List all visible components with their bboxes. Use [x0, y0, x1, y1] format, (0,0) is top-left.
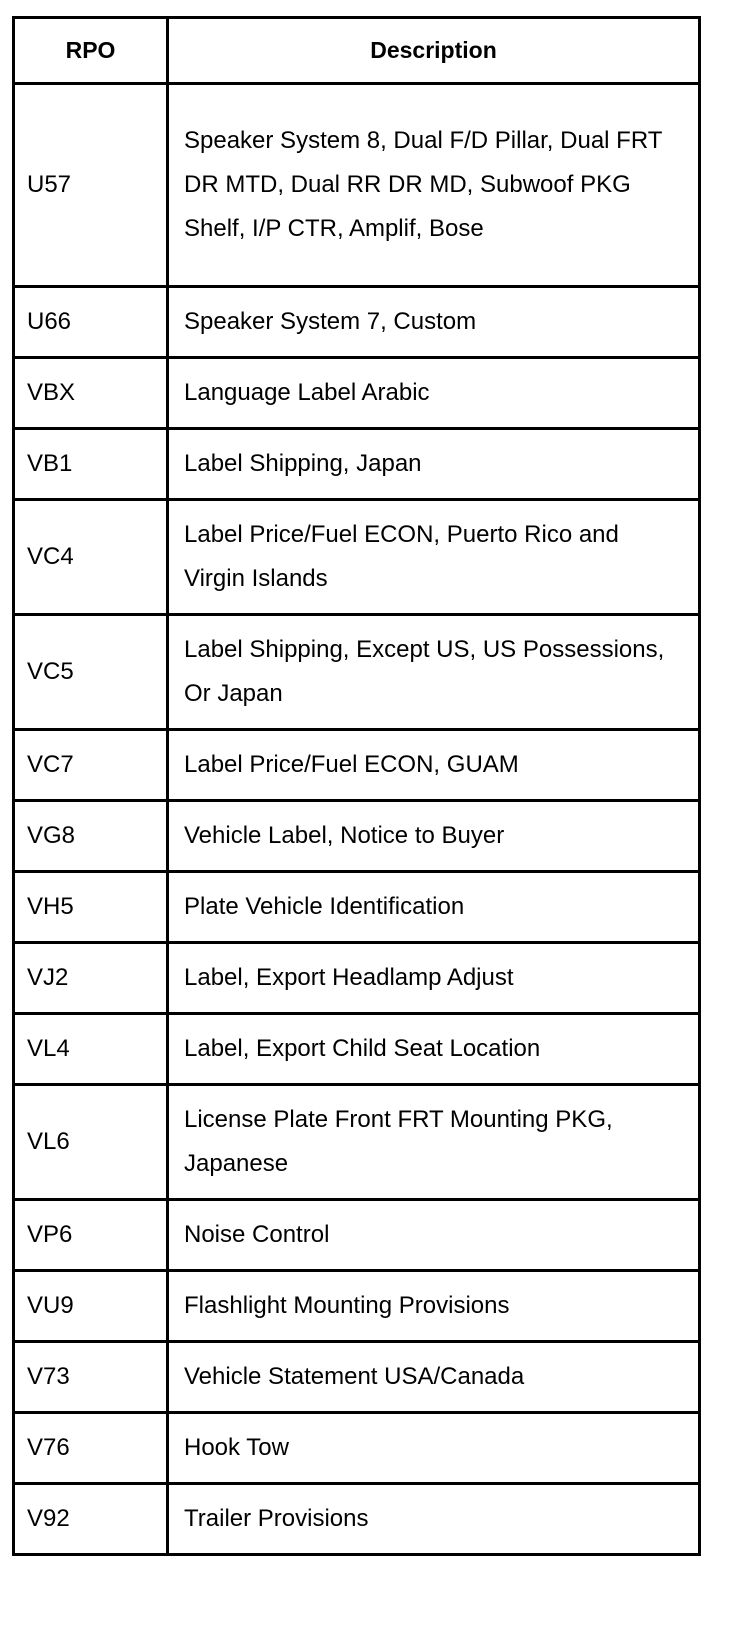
- table-body: [14, 84, 700, 1555]
- rpo-code: VC7: [14, 730, 168, 801]
- rpo-code: U57: [14, 84, 168, 287]
- rpo-code: VU9: [14, 1271, 168, 1342]
- table-row: [14, 1200, 700, 1271]
- table-row: [14, 500, 700, 615]
- table-row: [14, 429, 700, 500]
- rpo-description: Hook Tow: [168, 1413, 700, 1484]
- rpo-code: U66: [14, 287, 168, 358]
- rpo-description: Label, Export Child Seat Location: [168, 1014, 700, 1085]
- header-rpo: RPO: [14, 18, 168, 84]
- rpo-code: V73: [14, 1342, 168, 1413]
- rpo-description: Flashlight Mounting Provisions: [168, 1271, 700, 1342]
- rpo-description: Label Shipping, Except US, US Possessions, Or Japan: [168, 615, 700, 730]
- rpo-code: VL6: [14, 1085, 168, 1200]
- rpo-description: Vehicle Statement USA/Canada: [168, 1342, 700, 1413]
- rpo-code: VL4: [14, 1014, 168, 1085]
- rpo-code: VP6: [14, 1200, 168, 1271]
- table-row: [14, 801, 700, 872]
- rpo-code: VH5: [14, 872, 168, 943]
- rpo-description: Language Label Arabic: [168, 358, 700, 429]
- rpo-description: Plate Vehicle Identification: [168, 872, 700, 943]
- table-row: [14, 730, 700, 801]
- table-row: [14, 1014, 700, 1085]
- rpo-code: VBX: [14, 358, 168, 429]
- table-row: [14, 1342, 700, 1413]
- rpo-description: Trailer Provisions: [168, 1484, 700, 1555]
- table-row: [14, 84, 700, 287]
- rpo-description: Label, Export Headlamp Adjust: [168, 943, 700, 1014]
- rpo-description: Label Price/Fuel ECON, Puerto Rico and Virgin Islands: [168, 500, 700, 615]
- rpo-description: Speaker System 8, Dual F/D Pillar, Dual FRT DR MTD, Dual RR DR MD, Subwoof PKG Shelf, I/P CTR, Amplif, Bose: [168, 84, 700, 287]
- table-row: [14, 1085, 700, 1200]
- rpo-code: V76: [14, 1413, 168, 1484]
- rpo-description: Label Shipping, Japan: [168, 429, 700, 500]
- table-row: [14, 1271, 700, 1342]
- rpo-description: Label Price/Fuel ECON, GUAM: [168, 730, 700, 801]
- table-row: [14, 872, 700, 943]
- table-row: [14, 1484, 700, 1555]
- rpo-code: VJ2: [14, 943, 168, 1014]
- rpo-code: VG8: [14, 801, 168, 872]
- table-row: [14, 358, 700, 429]
- table-row: [14, 943, 700, 1014]
- header-description: Description: [168, 18, 700, 84]
- header-row: [14, 18, 700, 84]
- rpo-description-table: [12, 16, 701, 1556]
- table-row: [14, 1413, 700, 1484]
- rpo-code: V92: [14, 1484, 168, 1555]
- rpo-code: VB1: [14, 429, 168, 500]
- table-header: [14, 18, 700, 84]
- rpo-code: VC4: [14, 500, 168, 615]
- rpo-code: VC5: [14, 615, 168, 730]
- rpo-description: Noise Control: [168, 1200, 700, 1271]
- table-row: [14, 615, 700, 730]
- table-row: [14, 287, 700, 358]
- rpo-description: License Plate Front FRT Mounting PKG, Japanese: [168, 1085, 700, 1200]
- rpo-description: Vehicle Label, Notice to Buyer: [168, 801, 700, 872]
- rpo-description: Speaker System 7, Custom: [168, 287, 700, 358]
